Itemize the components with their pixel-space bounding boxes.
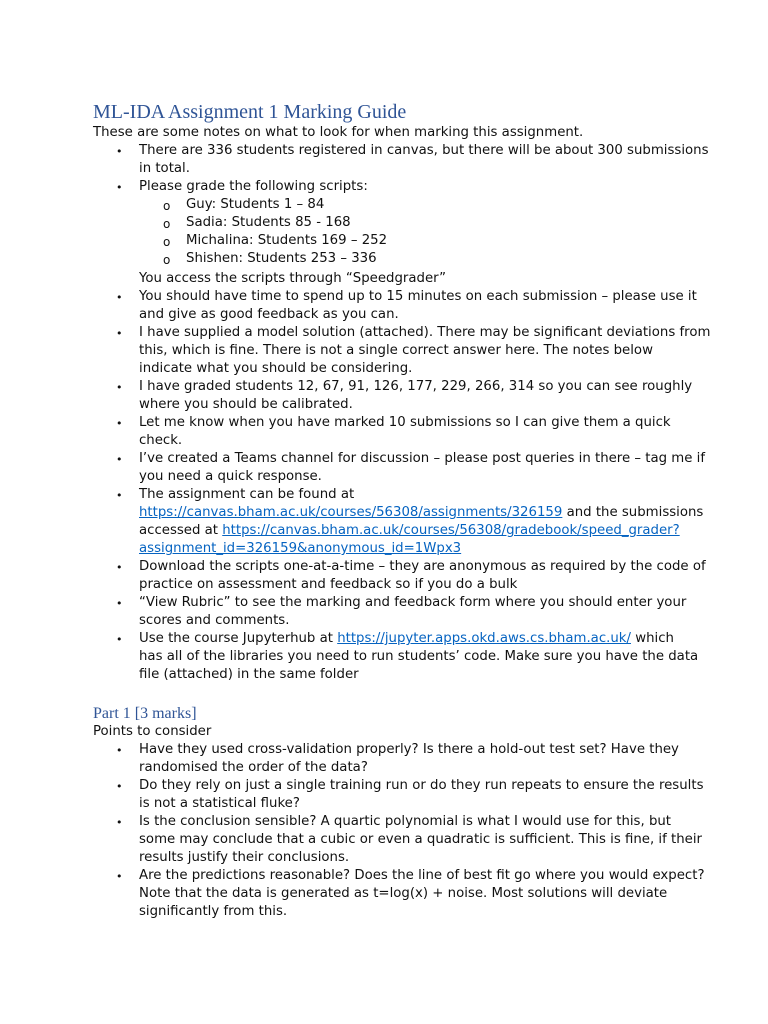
grader-item: Shishen: Students 253 – 336 xyxy=(186,251,377,266)
list-item-line: Have they used cross-validation properly? Is there a hold-out test set? Have they xyxy=(139,742,679,757)
bullet-icon: • xyxy=(116,561,123,574)
jupyterhub-prefix-text: Use the course Jupyterhub at xyxy=(139,631,338,646)
speedgrader-link-continued[interactable]: assignment_id=326159&anonymous_id=1Wpx3 xyxy=(139,541,462,556)
sub-bullet-icon: o xyxy=(163,235,171,249)
intro-text: These are some notes on what to look for when marking this assignment. xyxy=(93,125,584,140)
link-suffix-text: and the submissions xyxy=(562,505,704,520)
bullet-icon: • xyxy=(116,597,123,610)
list-item-line xyxy=(139,630,674,648)
bullet-icon: • xyxy=(116,816,123,829)
bullet-icon: • xyxy=(116,489,123,502)
list-item-line: Please grade the following scripts: xyxy=(139,179,368,194)
list-item-line: I have graded students 12, 67, 91, 126, 177, 229, 266, 314 so you can see roughly xyxy=(139,379,693,394)
list-item-line: indicate what you should be considering. xyxy=(139,361,413,376)
part1-intro: Points to consider xyxy=(93,724,212,739)
list-item-line: check. xyxy=(139,433,183,448)
jupyterhub-link[interactable]: https://jupyter.apps.okd.aws.cs.bham.ac.uk/ xyxy=(337,631,631,646)
list-item-line: I have supplied a model solution (attached). There may be significant deviations from xyxy=(139,325,711,340)
list-item-line xyxy=(139,504,703,522)
grader-item: Sadia: Students 85 - 168 xyxy=(186,215,351,230)
grader-item: Guy: Students 1 – 84 xyxy=(186,197,325,212)
bullet-icon: • xyxy=(116,633,123,646)
list-item-line: in total. xyxy=(139,161,190,176)
list-item-line: some may conclude that a cubic or even a quadratic is sufficient. This is fine, if their xyxy=(139,832,703,847)
list-item-line xyxy=(139,540,461,558)
list-item-line: practice on assessment and feedback so if you do a bulk xyxy=(139,577,518,592)
jupyterhub-suffix-text: which xyxy=(630,631,674,646)
list-item-line: Is the conclusion sensible? A quartic polynomial is what I would use for this, but xyxy=(139,814,672,829)
list-item-line: You should have time to spend up to 15 minutes on each submission – please use it xyxy=(139,289,697,304)
list-item-line: Are the predictions reasonable? Does the line of best fit go where you would expect? xyxy=(139,868,705,883)
bullet-icon: • xyxy=(116,381,123,394)
list-item-line: Do they rely on just a single training run or do they run repeats to ensure the results xyxy=(139,778,704,793)
list-item-line xyxy=(139,522,680,540)
list-item-line: randomised the order of the data? xyxy=(139,760,368,775)
speedgrader-link[interactable]: https://canvas.bham.ac.uk/courses/56308/gradebook/speed_grader? xyxy=(222,523,680,538)
list-item-line: The assignment can be found at xyxy=(139,487,355,502)
list-item-line: where you should be calibrated. xyxy=(139,397,353,412)
bullet-icon: • xyxy=(116,145,123,158)
list-item-line: you need a quick response. xyxy=(139,469,322,484)
bullet-icon: • xyxy=(116,417,123,430)
speedgrader-note: You access the scripts through “Speedgrader” xyxy=(139,271,447,286)
bullet-icon: • xyxy=(116,291,123,304)
list-item-line: has all of the libraries you need to run students’ code. Make sure you have the data xyxy=(139,649,699,664)
document-title: ML-IDA Assignment 1 Marking Guide xyxy=(93,101,407,123)
list-item-line: and give as good feedback as you can. xyxy=(139,307,399,322)
bullet-icon: • xyxy=(116,327,123,340)
list-item-line: I’ve created a Teams channel for discussion – please post queries in there – tag me if xyxy=(139,451,706,466)
list-item-line: Note that the data is generated as t=log(x) + noise. Most solutions will deviate xyxy=(139,886,668,901)
grader-item: Michalina: Students 169 – 252 xyxy=(186,233,388,248)
list-item-line: Download the scripts one-at-a-time – they are anonymous as required by the code of xyxy=(139,559,706,574)
list-item-line: file (attached) in the same folder xyxy=(139,667,359,682)
bullet-icon: • xyxy=(116,744,123,757)
list-item-line: Let me know when you have marked 10 submissions so I can give them a quick xyxy=(139,415,671,430)
list-item-line: significantly from this. xyxy=(139,904,288,919)
list-item-line: is not a statistical fluke? xyxy=(139,796,300,811)
sub-bullet-icon: o xyxy=(163,217,171,231)
accessed-at-text: accessed at xyxy=(139,523,223,538)
sub-bullet-icon: o xyxy=(163,199,171,213)
bullet-icon: • xyxy=(116,780,123,793)
sub-bullet-icon: o xyxy=(163,253,171,267)
list-item-line: this, which is fine. There is not a single correct answer here. The notes below xyxy=(139,343,653,358)
part1-heading: Part 1 [3 marks] xyxy=(93,705,197,722)
bullet-icon: • xyxy=(116,453,123,466)
assignment-link[interactable]: https://canvas.bham.ac.uk/courses/56308/assignments/326159 xyxy=(139,505,563,520)
bullet-icon: • xyxy=(116,870,123,883)
list-item-line: results justify their conclusions. xyxy=(139,850,350,865)
list-item-line: scores and comments. xyxy=(139,613,290,628)
list-item-line: “View Rubric” to see the marking and feedback form where you should enter your xyxy=(139,595,687,610)
bullet-icon: • xyxy=(116,181,123,194)
list-item-line: There are 336 students registered in canvas, but there will be about 300 submissions xyxy=(139,143,709,158)
